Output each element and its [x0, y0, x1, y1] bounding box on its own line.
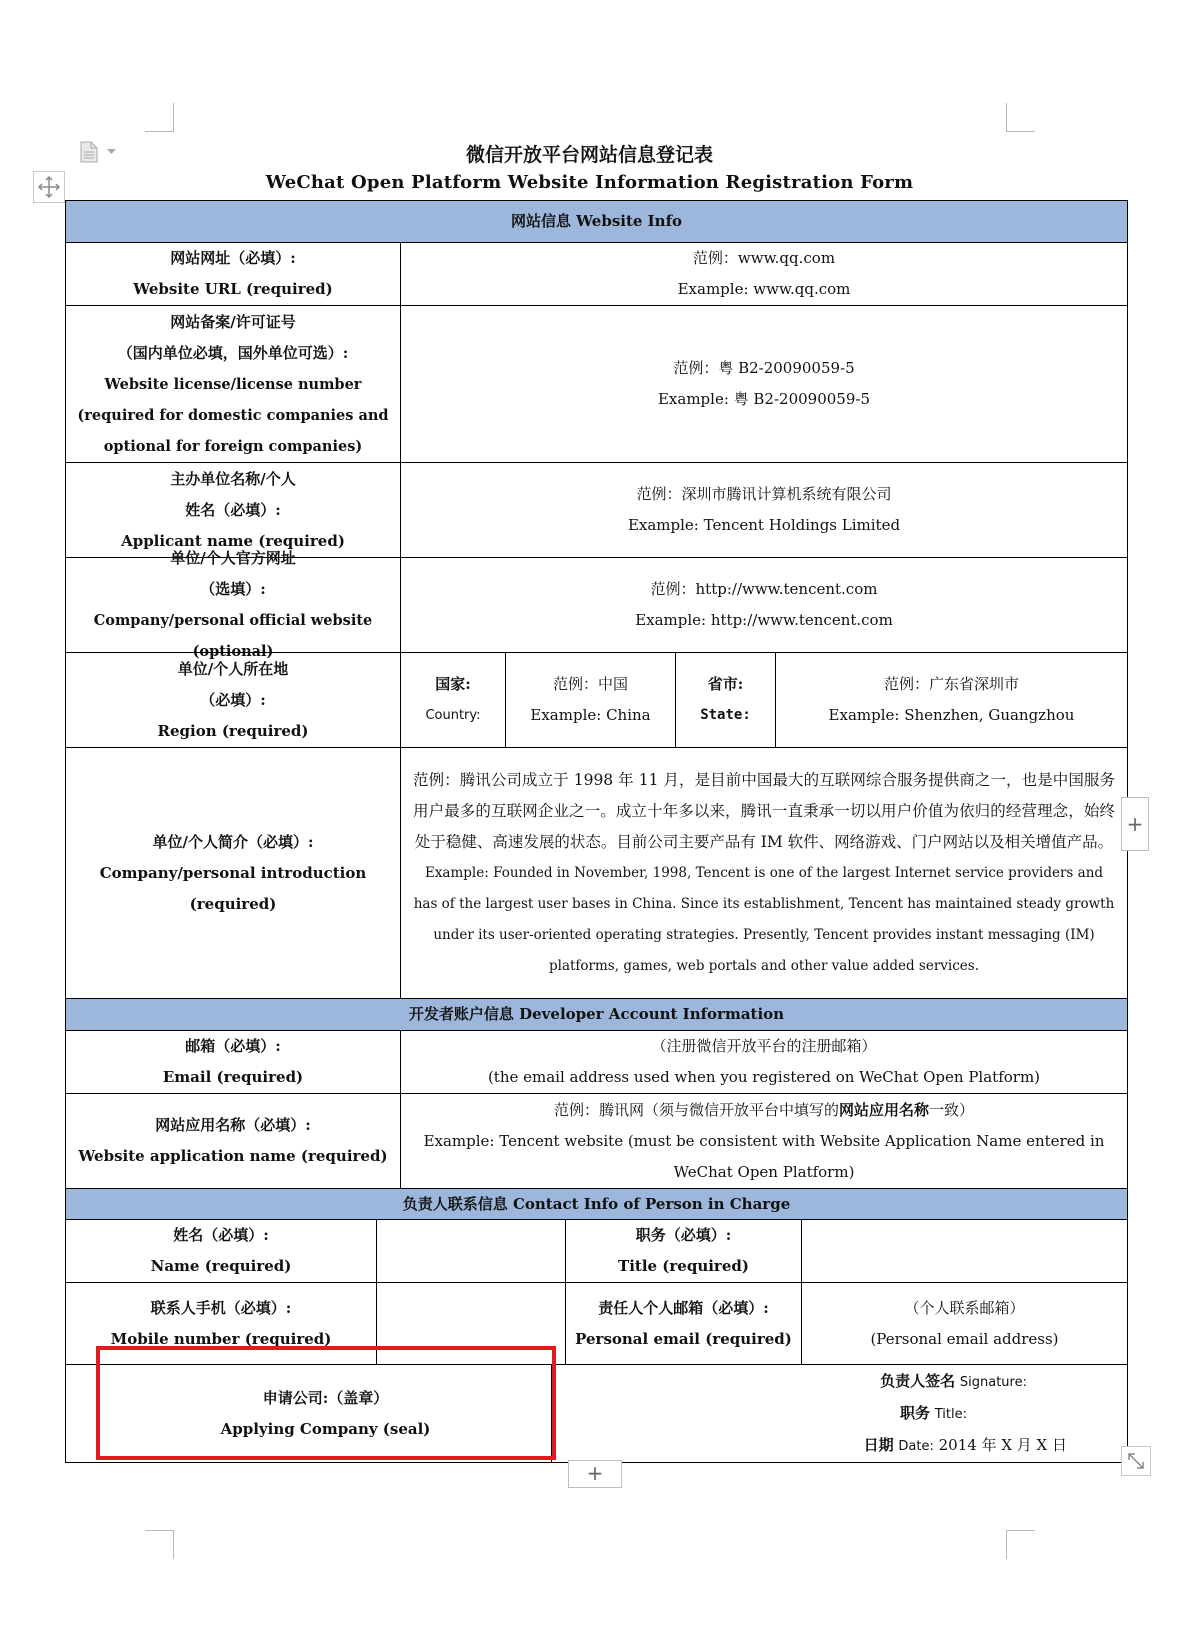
- value-cn-part: 范例：腾讯网（须与微信开放平台中填写的: [553, 1100, 839, 1119]
- signature-label-cn: 负责人签名: [880, 1371, 956, 1390]
- page-title-en: WeChat Open Platform Website Information Registration Form: [265, 172, 914, 193]
- resize-icon: [1122, 1447, 1150, 1475]
- value-en: Example: http://www.tencent.com: [635, 611, 893, 629]
- crop-mark-bottom-left: [145, 1530, 174, 1559]
- section-header-website-info: [65, 200, 1128, 243]
- label-official-website: [65, 549, 401, 660]
- title-line: [900, 1398, 1067, 1430]
- label-en: Website URL (required): [133, 280, 333, 298]
- value-en: Example: Tencent Holdings Limited: [627, 516, 901, 534]
- section-header-contact: [65, 1188, 1128, 1220]
- section-label: 网站信息 Website Info: [510, 212, 683, 230]
- label-en: Company/personal introduction (required): [99, 863, 367, 913]
- label-name: [65, 1219, 377, 1283]
- value-en: Example: Shenzhen, Guangzhou: [828, 706, 1075, 724]
- value-cn: （注册微信开放平台的注册邮箱）: [651, 1037, 877, 1055]
- table-resize-handle[interactable]: [1121, 1446, 1151, 1476]
- label-cn: 单位/个人所在地: [177, 659, 289, 678]
- label-app-name: [65, 1093, 401, 1189]
- label-en: Country:: [425, 708, 481, 723]
- label-cn: 联系人手机（必填）:: [150, 1298, 292, 1317]
- date-label-en: Date:: [898, 1438, 934, 1454]
- label-website-url: [65, 242, 401, 306]
- date-line: [864, 1430, 1067, 1462]
- label-cn: （必填）:: [200, 690, 266, 709]
- value-cn: 范例：www.qq.com: [692, 249, 836, 267]
- value-en: Example: China: [530, 706, 651, 724]
- section-label: 负责人联系信息 Contact Info of Person in Charge: [402, 1194, 791, 1213]
- label-cn: 申请公司:（盖章）: [262, 1388, 389, 1407]
- value-cn: 范例：粤 B2-20090059-5: [673, 359, 855, 377]
- value-cn: 范例：腾讯公司成立于 1998 年 11 月，是目前中国最大的互联网综合服务提供商之一，也是中国服务用户最多的互联网企业之一。成立十年多以来，腾讯一直秉承一切以用户价值为依归的经营理念，始终处于稳健、高速发展的状态。目前公司主要产品有 IM 软件、网络游戏、门户网站以及相关增值产品。: [413, 770, 1115, 851]
- label-country: [400, 652, 506, 748]
- label-en: Title (required): [618, 1257, 749, 1275]
- label-cn: 单位/个人官方网址: [170, 549, 296, 567]
- label-cn: （国内单位必填，国外单位可选）:: [117, 343, 349, 362]
- label-en: Personal email (required): [575, 1329, 792, 1348]
- label-personal-email: [565, 1282, 802, 1365]
- value-name[interactable]: [376, 1219, 566, 1283]
- section-label: 开发者账户信息 Developer Account Information: [408, 1005, 785, 1023]
- label-cn: （选填）:: [200, 580, 266, 598]
- value-cn: 范例：http://www.tencent.com: [650, 580, 878, 598]
- value-license[interactable]: [400, 305, 1128, 463]
- value-country[interactable]: [505, 652, 676, 748]
- value-personal-email[interactable]: [801, 1282, 1128, 1365]
- value-en: Example: www.qq.com: [677, 280, 851, 298]
- value-cn: [554, 1095, 974, 1126]
- value-cn-part: 一致）: [929, 1100, 975, 1119]
- crop-mark-bottom-right: [1006, 1530, 1035, 1559]
- value-en: (Personal email address): [870, 1329, 1059, 1348]
- date-label-cn: 日期: [863, 1435, 894, 1454]
- signature-line: [880, 1366, 1067, 1398]
- label-email: [65, 1030, 401, 1094]
- label-cn: 单位/个人简介（必填）:: [152, 832, 314, 851]
- label-en: Website application name (required): [78, 1147, 388, 1165]
- value-en: Example: 粤 B2-20090059-5: [657, 390, 871, 408]
- label-en: Applying Company (seal): [220, 1419, 431, 1438]
- value-cn: （个人联系邮箱）: [904, 1298, 1025, 1317]
- label-cn: 主办单位名称/个人: [170, 469, 296, 488]
- title-label-en: Title:: [934, 1406, 967, 1422]
- value-state[interactable]: [775, 652, 1128, 748]
- value-en: (the email address used when you registered on WeChat Open Platform): [487, 1068, 1041, 1086]
- signature-area[interactable]: [551, 1364, 1128, 1463]
- label-en: Region (required): [157, 721, 309, 740]
- add-row-button[interactable]: +: [568, 1460, 622, 1488]
- label-en: Name (required): [150, 1257, 292, 1275]
- value-en: Example: Founded in November, 1998, Tencent is one of the largest Internet service providers and has of the largest user bases in China. Since its establishment, Tencent has maintained steady growth under its user-oriented operating strategies. Presently, Tencent provides instant messaging (IM) platforms, games, web portals and other value added services.: [413, 864, 1115, 974]
- title-label-cn: 职务: [899, 1403, 930, 1422]
- label-region: [65, 652, 401, 748]
- date-value: 2014 年 X 月 X 日: [938, 1435, 1067, 1454]
- signature-label-en: Signature:: [959, 1374, 1027, 1390]
- value-cn-emphasis: 网站应用名称: [838, 1100, 929, 1119]
- value-official-website[interactable]: [400, 557, 1128, 653]
- label-cn: 网站应用名称（必填）:: [155, 1116, 311, 1134]
- value-title[interactable]: [801, 1219, 1128, 1283]
- label-en: State:: [700, 707, 751, 723]
- label-cn: 责任人个人邮箱（必填）:: [598, 1298, 769, 1317]
- value-email[interactable]: [400, 1030, 1128, 1094]
- label-cn: 职务（必填）:: [635, 1226, 732, 1244]
- section-header-developer: [65, 998, 1128, 1031]
- label-cn: 姓名（必填）:: [185, 500, 281, 519]
- label-cn: 姓名（必填）:: [173, 1226, 269, 1244]
- label-cn: 邮箱（必填）:: [185, 1037, 281, 1055]
- crop-mark-top-right: [1006, 103, 1035, 132]
- label-cn: 国家:: [435, 675, 471, 693]
- value-en: Example: Tencent website (must be consistent with Website Application Name entered in WeChat Open Platform): [423, 1131, 1105, 1181]
- page-title-cn: 微信开放平台网站信息登记表: [465, 144, 713, 166]
- label-en: Website license/license number (required for domestic companies and optional for foreign companies): [77, 375, 389, 455]
- label-en: Company/personal official website (optional): [93, 612, 373, 660]
- value-cn: 范例：中国: [552, 675, 628, 693]
- label-cn: 省市:: [707, 675, 744, 693]
- label-en: Email (required): [162, 1068, 304, 1086]
- label-cn: 网站网址（必填）:: [170, 249, 296, 267]
- value-applicant-name[interactable]: [400, 462, 1128, 558]
- value-website-url[interactable]: [400, 242, 1128, 306]
- label-introduction: [65, 747, 401, 999]
- value-cn: 范例：广东省深圳市: [883, 675, 1019, 693]
- crop-mark-top-left: [145, 103, 174, 132]
- label-title: [565, 1219, 802, 1283]
- registration-table: [65, 200, 1128, 1463]
- value-app-name[interactable]: [400, 1093, 1128, 1189]
- label-en: Applicant name (required): [121, 531, 345, 550]
- value-cn: 范例：深圳市腾讯计算机系统有限公司: [636, 485, 892, 503]
- label-en: Mobile number (required): [110, 1329, 332, 1348]
- label-cn: 网站备案/许可证号: [170, 312, 296, 331]
- label-license: [65, 305, 401, 463]
- label-state: [675, 652, 776, 748]
- highlight-box: [96, 1346, 556, 1460]
- add-column-button[interactable]: +: [1121, 797, 1149, 851]
- value-introduction[interactable]: [400, 747, 1128, 999]
